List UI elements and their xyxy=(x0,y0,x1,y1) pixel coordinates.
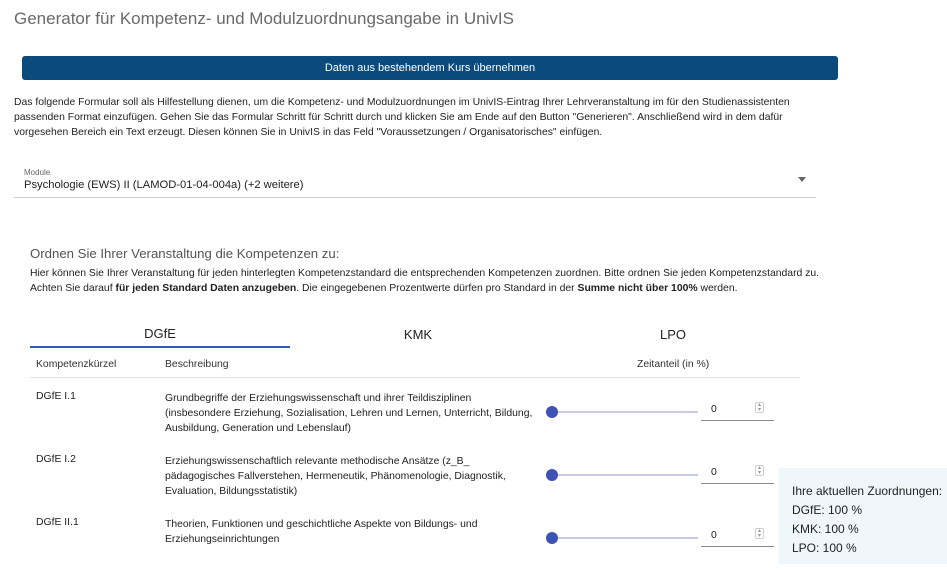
caret-down-icon[interactable] xyxy=(798,177,806,182)
row-kurz: DGfE I.1 xyxy=(36,391,76,402)
import-course-button[interactable]: Daten aus bestehendem Kurs übernehmen xyxy=(22,56,838,80)
slider-thumb[interactable] xyxy=(546,532,558,544)
table-header xyxy=(30,350,800,378)
spinner-icon[interactable]: ▴ ▾ xyxy=(755,528,764,539)
slider-track xyxy=(546,411,698,413)
slider-track xyxy=(546,537,698,539)
spinner-icon[interactable]: ▴ ▾ xyxy=(755,402,764,413)
competences-text-bold1: für jeden Standard Daten anzugeben xyxy=(115,283,297,294)
zeitanteil-input[interactable] xyxy=(711,462,755,482)
summary-line: DGfE: 100 % xyxy=(792,503,863,517)
zeitanteil-field[interactable] xyxy=(701,525,774,547)
zeitanteil-input[interactable] xyxy=(711,399,755,419)
zeitanteil-slider[interactable] xyxy=(546,532,698,544)
column-header-beschreibung: Beschreibung xyxy=(165,359,229,370)
intro-text: Das folgende Formular soll als Hilfestellung dienen, um die Kompetenz- und Modulzuordnungen im UnivIS-Eintrag Ihrer Lehrveranstaltung im für den Studienassistenten passenden Format einzufügen. Gehen Sie das Formular Schritt für Schritt durch und klicken Sie am Ende auf den Button "Generieren". Anschließend wird in dem dafür vorgesehen Bereich ein Text erzeugt. Diesen können Sie in UnivIS in das Feld "Voraussetzungen / Organisatorisches" einfügen. xyxy=(14,97,790,138)
row-beschreibung: Grundbegriffe der Erziehungswissenschaft und ihrer Teildisziplinen (insbesondere Erziehung, Sozialisation, Lehren und Lernen, Unterricht, Bildung, Ausbildung, Generation und Lebenslauf) xyxy=(165,393,533,434)
competences-text-part3: werden. xyxy=(697,283,738,294)
zeitanteil-slider[interactable] xyxy=(546,406,698,418)
slider-thumb[interactable] xyxy=(546,469,558,481)
zeitanteil-slider[interactable] xyxy=(546,469,698,481)
competences-text-bold2: Summe nicht über 100% xyxy=(577,283,698,294)
module-select-label: Module xyxy=(24,168,51,177)
tab-dgfe[interactable]: DGfE xyxy=(30,320,290,348)
tab-lpo[interactable]: LPO xyxy=(659,326,686,342)
module-select[interactable] xyxy=(14,164,816,198)
module-select-value: Psychologie (EWS) II (LAMOD-01-04-004a) (+2 weitere) xyxy=(24,179,304,191)
competences-text xyxy=(30,266,820,296)
page-title: Generator für Kompetenz- und Modulzuordnungsangabe in UnivIS xyxy=(14,9,514,28)
summary-box xyxy=(779,468,947,564)
row-beschreibung: Erziehungswissenschaftlich relevante methodische Ansätze (z_B_ pädagogisches Fallverstehen, Hermeneutik, Phänomenologie, Diagnostik, Evaluation, Bildungsstatistik) xyxy=(165,456,506,497)
slider-thumb[interactable] xyxy=(546,406,558,418)
zeitanteil-field[interactable] xyxy=(701,462,774,484)
summary-line: KMK: 100 % xyxy=(792,522,859,536)
row-beschreibung: Theorien, Funktionen und geschichtliche Aspekte von Bildungs- und Erziehungseinrichtungen xyxy=(165,519,478,545)
spinner-icon[interactable]: ▴ ▾ xyxy=(755,465,764,476)
column-header-kurz: Kompetenzkürzel xyxy=(36,359,117,370)
column-header-zeitanteil: Zeitanteil (in %) xyxy=(637,359,710,370)
row-kurz: DGfE I.2 xyxy=(36,454,76,465)
competences-text-part2: . Die eingegebenen Prozentwerte dürfen pro Standard in der xyxy=(296,283,578,294)
row-kurz: DGfE II.1 xyxy=(36,517,79,528)
competences-text-part1: Hier können Sie Ihrer Veranstaltung für jeden hinterlegten Kompetenzstandard die entsprechenden Kompetenzen zuordnen. Bitte ordnen Sie jeden Kompetenzstandard zu. Achten Sie darauf xyxy=(30,268,820,294)
competences-heading: Ordnen Sie Ihrer Veranstaltung die Kompetenzen zu: xyxy=(30,246,340,261)
summary-line: LPO: 100 % xyxy=(792,541,857,555)
standard-tabs xyxy=(30,320,800,348)
slider-track xyxy=(546,474,698,476)
tab-kmk[interactable]: KMK xyxy=(403,326,433,342)
summary-title: Ihre aktuellen Zuordnungen: xyxy=(792,484,943,498)
zeitanteil-input[interactable] xyxy=(711,525,755,545)
zeitanteil-field[interactable] xyxy=(701,399,774,421)
